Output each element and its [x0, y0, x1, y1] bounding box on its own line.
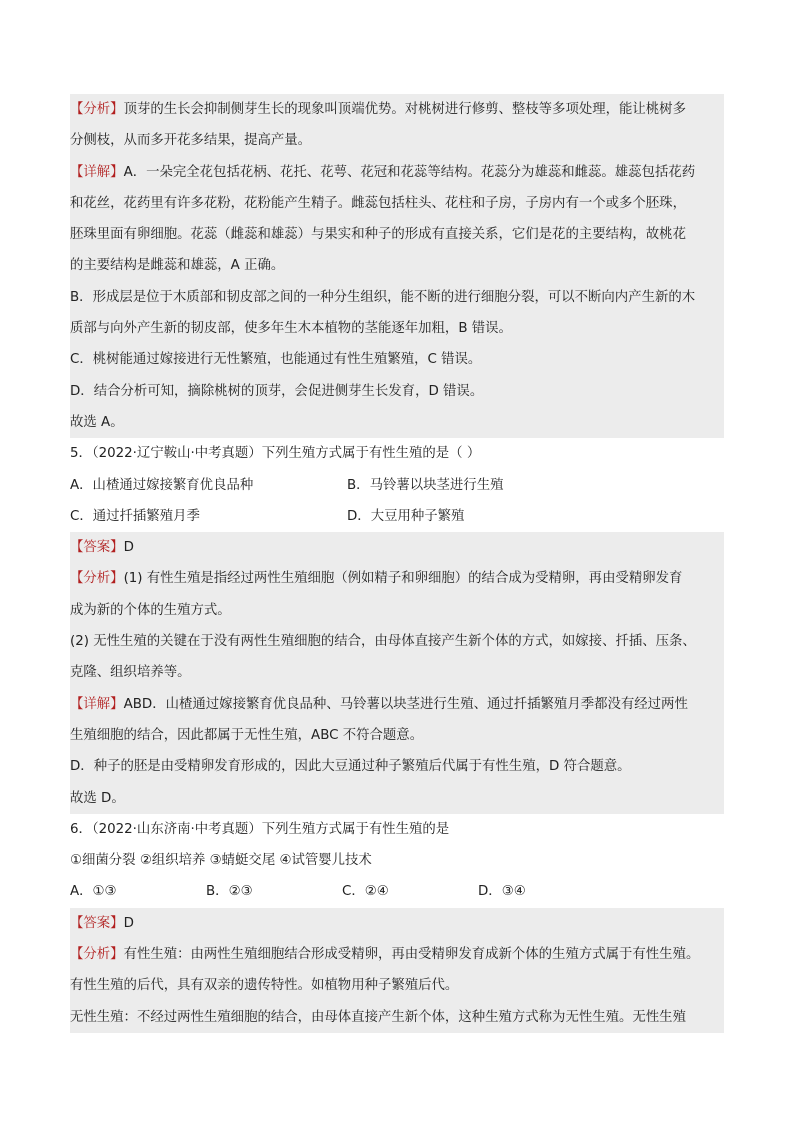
analysis-line: 成为新的个体的生殖方式。 [70, 602, 231, 618]
answer-value: D [123, 915, 134, 931]
options-row [70, 470, 724, 501]
option-d: D．③④ [478, 884, 526, 900]
detail-line: D．种子的胚是由受精卵发育形成的，因此大豆通过种子繁殖后代属于有性生殖，D 符合题意。 [70, 759, 631, 775]
detail-tag: 【详解】 [70, 696, 124, 712]
analysis-line: 无性生殖：不经过两性生殖细胞的结合，由母体直接产生新个体，这种生殖方式称为无性生殖。无性生殖 [70, 1009, 686, 1025]
detail-line: 的主要结构是雌蕊和雄蕊，A 正确。 [70, 258, 285, 274]
analysis-line: 分侧枝，从而多开花多结果，提高产量。 [70, 133, 312, 149]
detail-line: 故选 A。 [70, 414, 124, 430]
analysis-line: 有性生殖的后代，具有双亲的遗传特性。如植物用种子繁殖后代。 [70, 978, 459, 994]
solution-block-q6 [70, 908, 724, 1033]
analysis-line: 【分析】有性生殖：由两性生殖细胞结合形成受精卵，再由受精卵发育成新个体的生殖方式属于有性生殖。 [70, 947, 700, 963]
answer-line [70, 532, 724, 563]
solution-block-q5 [70, 532, 724, 814]
detail-line: C．桃树能通过嫁接进行无性繁殖，也能通过有性生殖繁殖，C 错误。 [70, 352, 482, 368]
solution-block-q4 [70, 94, 724, 438]
detail-tag: 【详解】 [70, 164, 124, 180]
detail-line: 胚珠里面有卵细胞。花蕊（雌蕊和雄蕊）与果实和种子的形成有直接关系，它们是花的主要结构，故桃花 [70, 227, 686, 243]
detail-line: D．结合分析可知，摘除桃树的顶芽，会促进侧芽生长发育，D 错误。 [70, 383, 484, 399]
detail-line: B．形成层是位于木质部和韧皮部之间的一种分生组织，能不断的进行细胞分裂，可以不断向内产生新的木 [70, 289, 696, 305]
detail-line: 和花丝，花药里有许多花粉，花粉能产生精子。雌蕊包括柱头、花柱和子房，子房内有一个或多个胚珠， [70, 195, 686, 211]
option-c: C．②④ [342, 884, 389, 900]
question-5 [70, 438, 724, 532]
detail-line: 故选 D。 [70, 790, 125, 806]
detail-line: 生殖细胞的结合，因此都属于无性生殖，ABC 不符合题意。 [70, 727, 424, 743]
question-items: ①细菌分裂 ②组织培养 ③蜻蜓交尾 ④试管婴儿技术 [70, 853, 372, 869]
option-a: A．山楂通过嫁接繁育优良品种 [70, 477, 254, 493]
detail-line: 【详解】A．一朵完全花包括花柄、花托、花萼、花冠和花蕊等结构。花蕊分为雄蕊和雌蕊。雄蕊包括花药 [70, 164, 696, 180]
option-d: D．大豆用种子繁殖 [347, 508, 465, 524]
analysis-tag: 【分析】 [70, 571, 124, 587]
analysis-line: 克隆、组织培养等。 [70, 665, 191, 681]
answer-tag: 【答案】 [70, 540, 124, 556]
question-6 [70, 814, 724, 908]
question-stem: 5．（2022·辽宁鞍山·中考真题）下列生殖方式属于有性生殖的是（ ） [70, 446, 481, 462]
question-stem: 6．（2022·山东济南·中考真题）下列生殖方式属于有性生殖的是 [70, 821, 450, 837]
option-b: B．马铃薯以块茎进行生殖 [347, 477, 504, 493]
options-row [70, 501, 724, 532]
analysis-line: 【分析】(1) 有性生殖是指经过两性生殖细胞（例如精子和卵细胞）的结合成为受精卵，再由受精卵发育 [70, 571, 683, 587]
option-a: A．①③ [70, 884, 117, 900]
document-page [70, 94, 724, 1033]
detail-line: 【详解】ABD．山楂通过嫁接繁育优良品种、马铃薯以块茎进行生殖、通过扦插繁殖月季都没有经过两性 [70, 696, 688, 712]
analysis-tag: 【分析】 [70, 947, 124, 963]
detail-line: 质部与向外产生新的韧皮部，使多年生木本植物的茎能逐年加粗，B 错误。 [70, 321, 512, 337]
answer-line [70, 908, 724, 939]
answer-tag: 【答案】 [70, 915, 124, 931]
option-c: C．通过扦插繁殖月季 [70, 508, 200, 524]
analysis-line: (2) 无性生殖的关键在于没有两性生殖细胞的结合，由母体直接产生新个体的方式，如嫁接、扦插、压条、 [70, 634, 696, 650]
answer-value: D [123, 540, 134, 556]
option-b: B．②③ [206, 884, 253, 900]
options-row [70, 876, 724, 907]
analysis-line: 【分析】顶芽的生长会抑制侧芽生长的现象叫顶端优势。对桃树进行修剪、整枝等多项处理，能让桃树多 [70, 102, 686, 117]
analysis-tag: 【分析】 [70, 102, 124, 117]
